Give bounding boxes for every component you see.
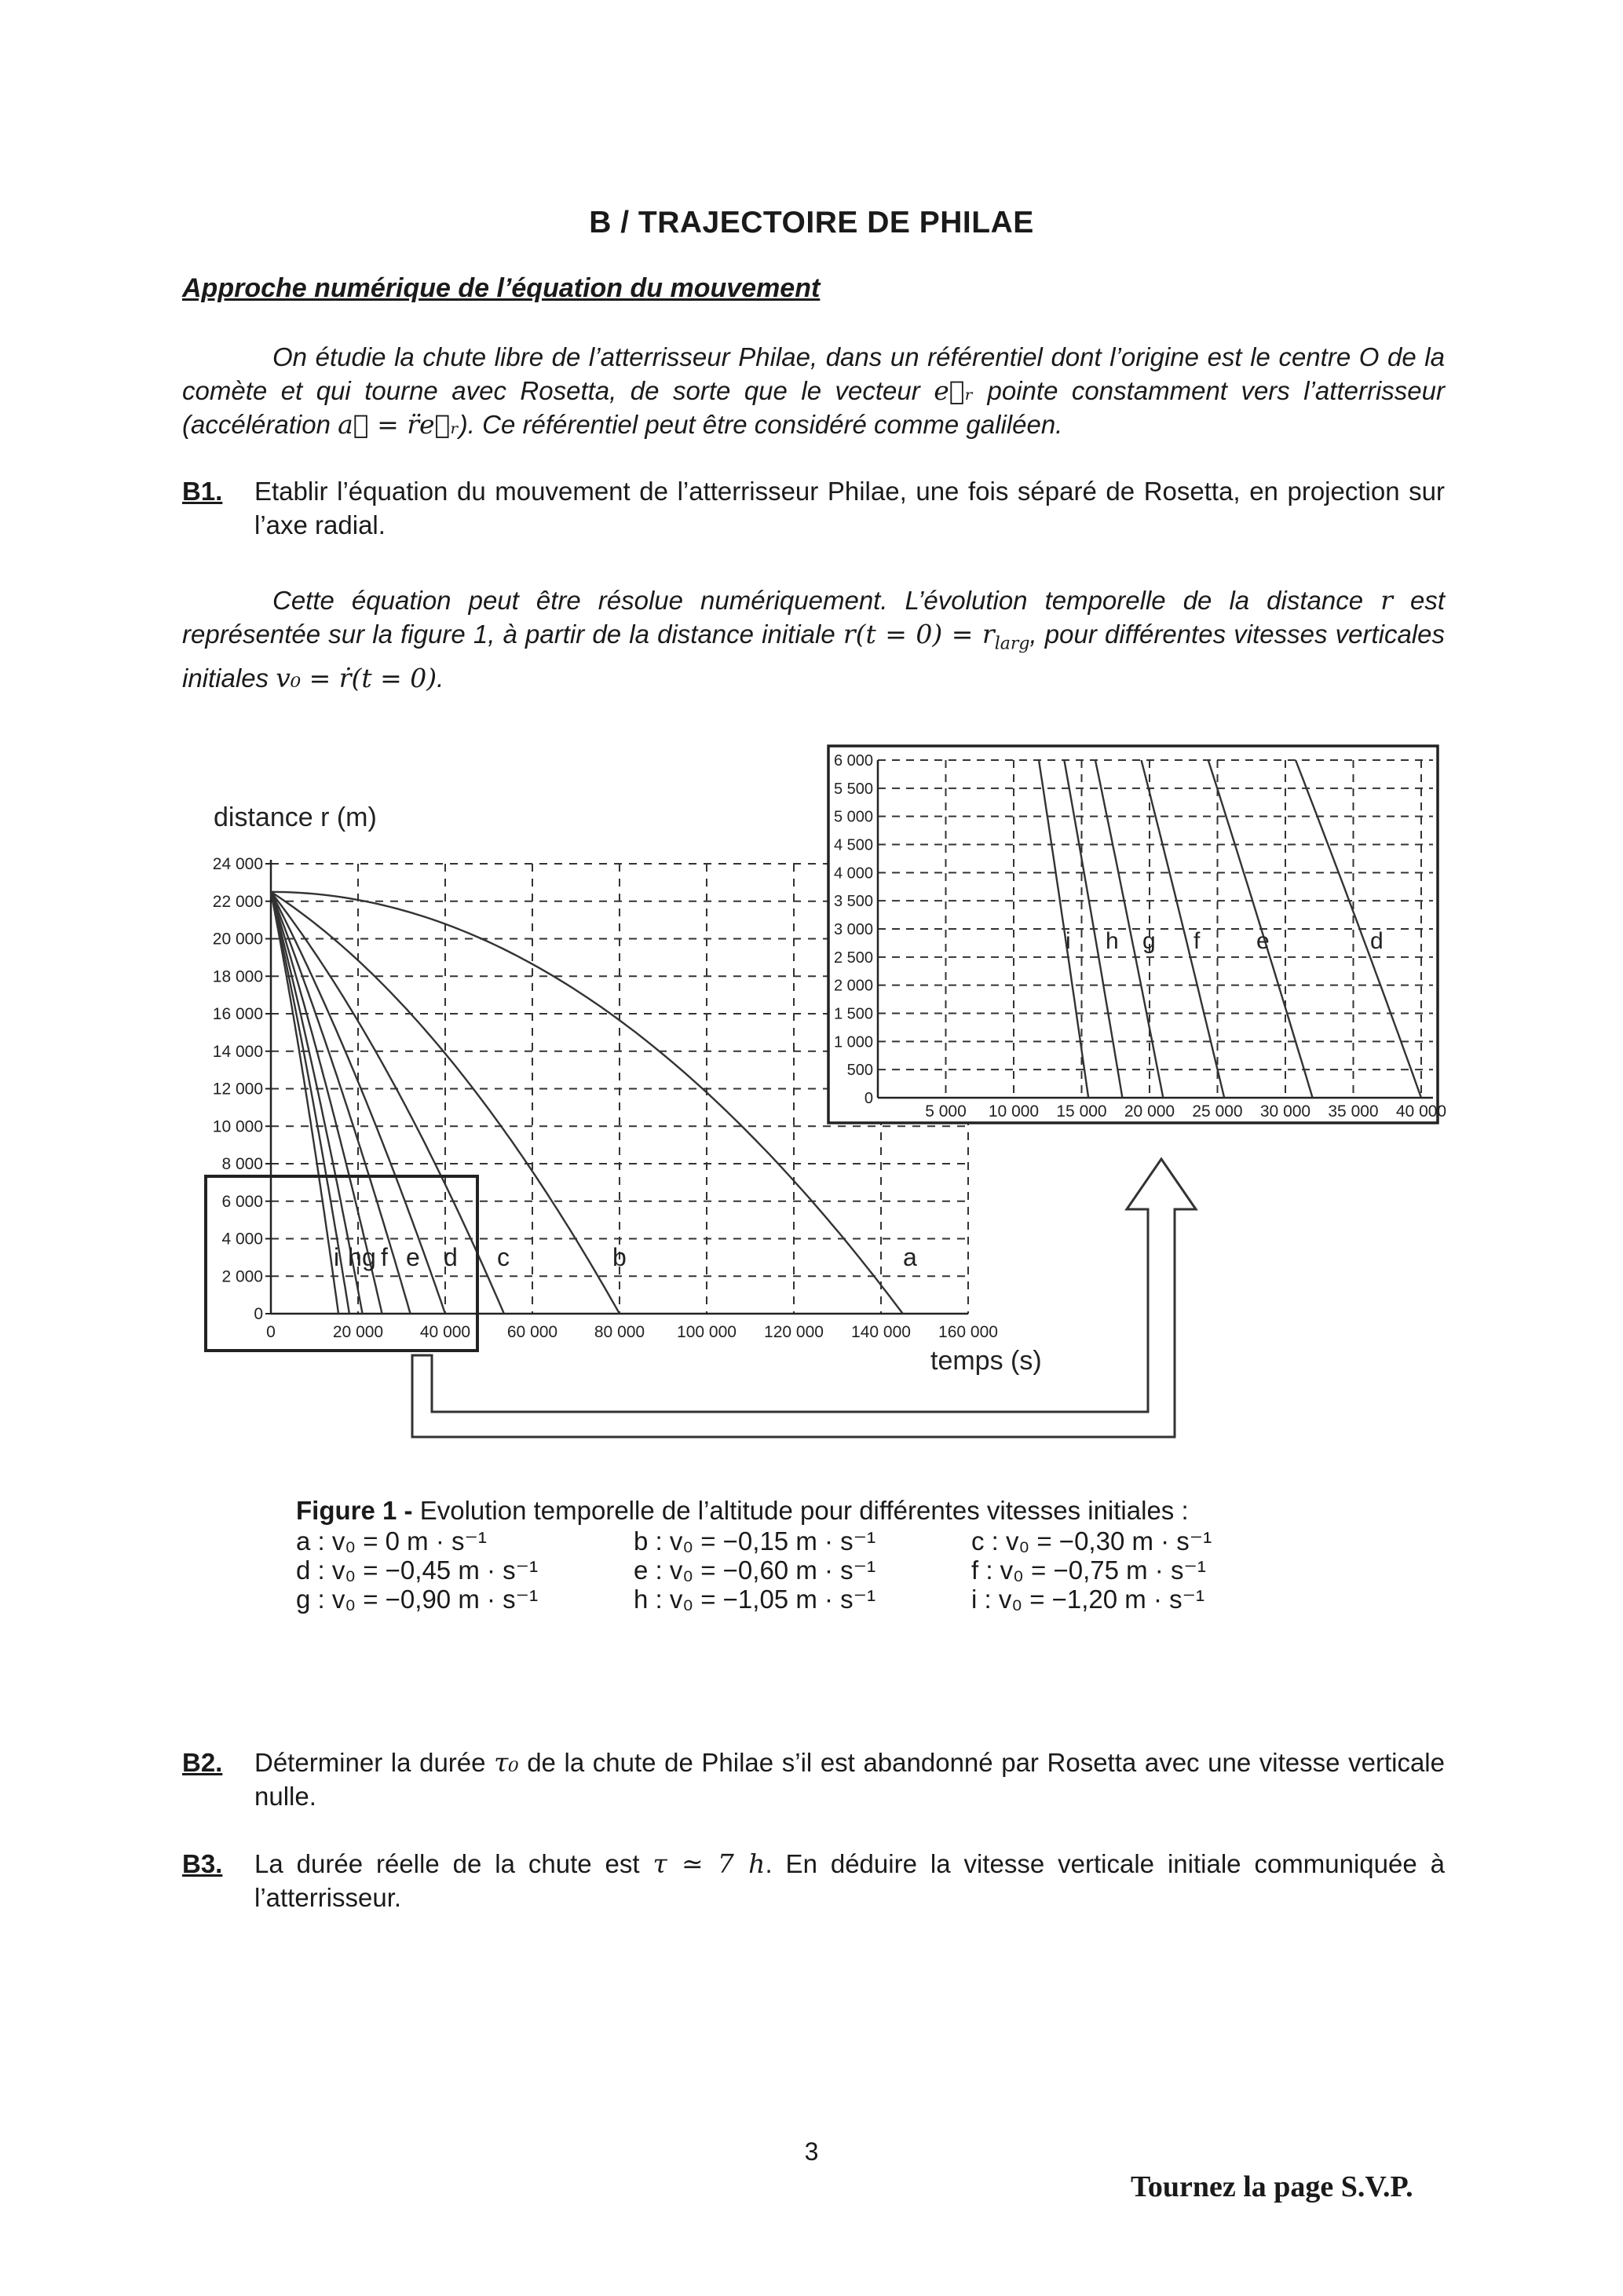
resolution-text-3: , pour différentes vitesses verticales initiales xyxy=(182,620,1445,693)
x-tick-label: 40 000 xyxy=(419,1323,471,1341)
zoom-series-label-g: g xyxy=(1142,928,1156,954)
y-tick-label: 12 000 xyxy=(212,1080,263,1099)
zoom-series-label-d: d xyxy=(1370,928,1384,954)
x-tick-label: 20 000 xyxy=(332,1323,384,1341)
question-b1-label: B1. xyxy=(182,477,223,506)
zoom-y-tick-label: 5 500 xyxy=(833,780,873,798)
zoom-y-tick-label: 500 xyxy=(846,1062,873,1080)
x-tick-label: 140 000 xyxy=(851,1323,911,1341)
subsection-title: Approche numérique de l’équation du mouvement xyxy=(182,273,821,303)
y-tick-label: 16 000 xyxy=(212,1005,263,1023)
zoom-frame xyxy=(828,746,1438,1123)
resolution-text-4: . xyxy=(437,663,444,693)
resolution-r-symbol: r xyxy=(1380,585,1393,616)
legend-item-d: d : v₀ = −0,45 m · s⁻¹ xyxy=(296,1556,539,1585)
resolution-r0-symbol: $r(t = 0) = r_{larg}$ xyxy=(843,619,1030,654)
question-b3-text-2: . En déduire la vitesse verticale initiale communiquée à l’atterrisseur. xyxy=(254,1849,1446,1912)
series-label-c: c xyxy=(497,1243,510,1271)
figure-caption-text: Evolution temporelle de l’altitude pour différentes vitesses initiales : xyxy=(412,1496,1189,1525)
zoom-y-tick-label: 2 000 xyxy=(833,977,873,995)
y-tick-label: 20 000 xyxy=(212,930,263,949)
question-b3-text-1: La durée réelle de la chute est xyxy=(254,1849,653,1878)
x-tick-label: 100 000 xyxy=(677,1323,737,1341)
page-number: 3 xyxy=(804,2137,819,2166)
series-line-e xyxy=(271,892,411,1314)
zoom-series-label-e: e xyxy=(1256,928,1270,954)
figure-caption xyxy=(296,1496,1301,1614)
series-label-i: i xyxy=(334,1243,340,1271)
intro-accel-symbol: a⃗ = r̈e⃗ᵣ xyxy=(338,409,459,440)
y-tick-label: 22 000 xyxy=(212,892,263,911)
question-b2-symbol: τ₀ xyxy=(494,1747,519,1778)
y-tick-label: 6 000 xyxy=(221,1192,263,1211)
y-tick-label: 0 xyxy=(254,1305,263,1323)
zoom-y-tick-label: 6 000 xyxy=(833,752,873,770)
x-tick-label: 120 000 xyxy=(764,1323,824,1341)
y-axis-title: distance r (m) xyxy=(214,803,377,832)
zoom-y-tick-label: 0 xyxy=(864,1090,873,1107)
resolution-v0-symbol: v₀ = ṙ(t = 0) xyxy=(276,662,437,693)
zoom-x-tick-label: 25 000 xyxy=(1192,1102,1243,1121)
question-b3 xyxy=(182,1847,1445,1914)
y-tick-label: 10 000 xyxy=(212,1117,263,1136)
zoom-y-tick-label: 4 000 xyxy=(833,865,873,883)
zoom-chart xyxy=(828,744,1446,1124)
intro-er-symbol: e⃗ᵣ xyxy=(934,375,974,406)
y-tick-label: 2 000 xyxy=(221,1267,263,1286)
legend-item-c: c : v₀ = −0,30 m · s⁻¹ xyxy=(971,1526,1212,1556)
series-label-f: f xyxy=(381,1243,388,1271)
series-label-d: d xyxy=(444,1243,458,1271)
y-tick-label: 18 000 xyxy=(212,967,263,986)
zoom-x-tick-label: 15 000 xyxy=(1056,1102,1107,1121)
zoom-x-tick-label: 10 000 xyxy=(988,1102,1040,1121)
legend-item-b: b : v₀ = −0,15 m · s⁻¹ xyxy=(634,1526,876,1556)
turn-page-note: Tournez la page S.V.P. xyxy=(1131,2170,1413,2203)
series-label-a: a xyxy=(903,1243,917,1271)
resolution-text-2: est représentée sur la figure 1, à partir de la distance initiale xyxy=(182,586,1445,649)
zoom-y-tick-label: 1 000 xyxy=(833,1033,873,1051)
series-label-g: g xyxy=(362,1243,376,1271)
y-tick-label: 24 000 xyxy=(212,855,263,873)
question-b2-text-1: Déterminer la durée xyxy=(254,1748,495,1777)
figure-legend xyxy=(296,1526,1301,1614)
section-title: B / TRAJECTOIRE DE PHILAE xyxy=(589,206,1034,239)
legend-item-h: h : v₀ = −1,05 m · s⁻¹ xyxy=(634,1585,876,1614)
figure-caption-title: Figure 1 - xyxy=(296,1496,413,1525)
x-axis-title: temps (s) xyxy=(930,1346,1042,1376)
legend-item-f: f : v₀ = −0,75 m · s⁻¹ xyxy=(971,1556,1206,1585)
intro-text-2: pointe constamment vers l’atterrisseur (accélération xyxy=(182,376,1445,439)
question-b2-label: B2. xyxy=(182,1748,223,1777)
zoom-x-tick-label: 5 000 xyxy=(925,1102,967,1121)
zoom-x-tick-label: 30 000 xyxy=(1259,1102,1311,1121)
y-tick-label: 8 000 xyxy=(221,1155,263,1173)
x-tick-label: 60 000 xyxy=(506,1323,558,1341)
intro-text-1: On étudie la chute libre de l’atterrisseur Philae, dans un référentiel dont l’origine est le centre O de la comète et qui tourne avec Rosetta, de sorte que le vecteur xyxy=(182,342,1445,405)
zoom-series-label-f: f xyxy=(1193,928,1201,954)
x-tick-label: 160 000 xyxy=(938,1323,998,1341)
series-label-e: e xyxy=(406,1243,420,1271)
zoom-y-tick-label: 3 000 xyxy=(833,921,873,938)
y-tick-label: 4 000 xyxy=(221,1230,263,1249)
question-b2 xyxy=(182,1746,1445,1813)
zoom-y-tick-label: 5 000 xyxy=(833,808,873,826)
legend-item-g: g : v₀ = −0,90 m · s⁻¹ xyxy=(296,1585,539,1614)
legend-item-e: e : v₀ = −0,60 m · s⁻¹ xyxy=(634,1556,876,1585)
zoom-y-tick-label: 1 500 xyxy=(833,1005,873,1023)
zoom-x-tick-label: 40 000 xyxy=(1395,1102,1447,1121)
zoom-x-tick-label: 20 000 xyxy=(1124,1102,1175,1121)
zoom-x-tick-label: 35 000 xyxy=(1328,1102,1379,1121)
series-label-h: h xyxy=(348,1243,362,1271)
question-b3-symbol: τ ≃ 7 h xyxy=(652,1848,766,1879)
intro-text-3: ). Ce référentiel peut être considéré comme galiléen. xyxy=(459,410,1063,439)
series-line-i xyxy=(271,892,338,1314)
question-b2-text-2: de la chute de Philae s’il est abandonné par Rosetta avec une vitesse verticale nulle. xyxy=(254,1748,1445,1811)
zoom-y-tick-label: 4 500 xyxy=(833,836,873,854)
series-label-b: b xyxy=(612,1243,627,1271)
connector-spacer xyxy=(412,1164,1193,1433)
x-tick-label: 80 000 xyxy=(594,1323,645,1341)
question-b3-label: B3. xyxy=(182,1849,223,1878)
x-tick-label: 0 xyxy=(266,1323,276,1341)
legend-item-i: i : v₀ = −1,20 m · s⁻¹ xyxy=(971,1585,1205,1614)
zoom-series-label-h: h xyxy=(1106,928,1119,954)
zoom-series-label-i: i xyxy=(1066,928,1071,954)
question-b1-text: Etablir l’équation du mouvement de l’atterrisseur Philae, une fois séparé de Rosetta, en projection sur l’axe radial. xyxy=(254,477,1445,539)
zoom-y-tick-label: 2 500 xyxy=(833,949,873,967)
zoom-y-tick-label: 3 500 xyxy=(833,893,873,911)
y-tick-label: 14 000 xyxy=(212,1042,263,1061)
resolution-text-1: Cette équation peut être résolue numériquement. L’évolution temporelle de la distance xyxy=(272,586,1381,615)
legend-item-a: a : v₀ = 0 m · s⁻¹ xyxy=(296,1526,487,1556)
